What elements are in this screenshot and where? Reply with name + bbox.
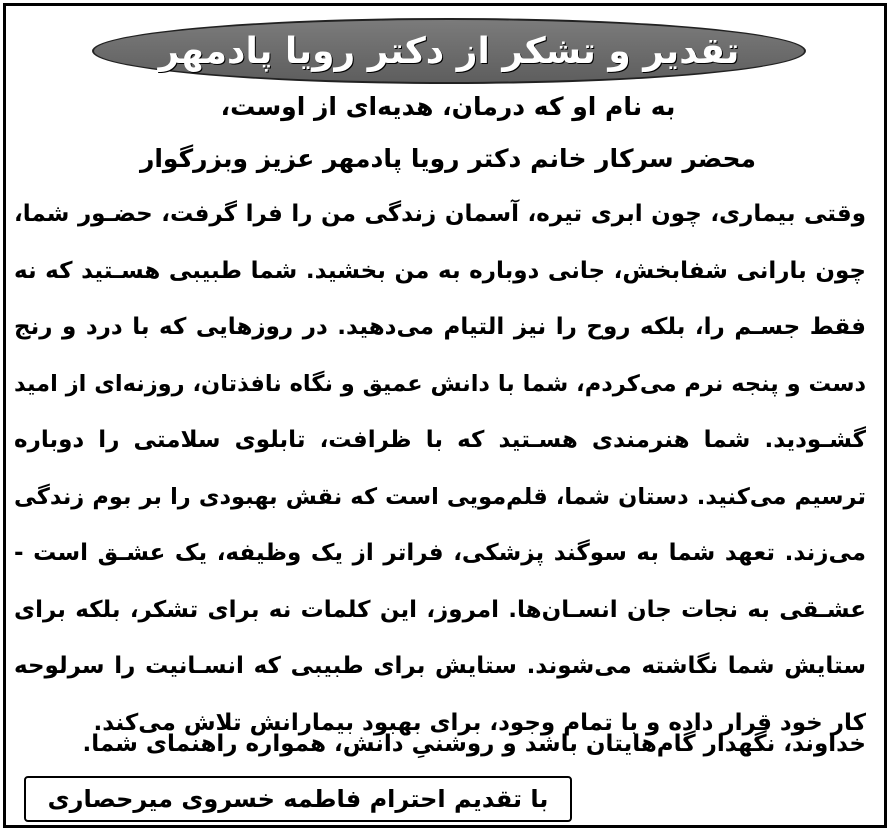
body-line: کار خود قرار داده و با تمام وجود، برای بهبود بیمارانش تلاش می‌کند. [93,709,866,736]
signature-text: با تقدیم احترام فاطمه خسروی میرحصاری [47,785,549,813]
page-title: تقدیر و تشکر از دکتر رویا پادمهر [158,30,740,72]
body-line: گشـودید. شما هنرمندی هسـتید که با ظرافت، تابلوی سلامتی را دوباره [14,427,866,453]
body-line: عشـقی به نجات جان انسـان‌ها. امروز، این کلمات نه برای تشکر، بلکه برای [14,596,866,623]
body-line: می‌زند. تعهد شما به سوگند پزشکی، فراتر از یک وظیفه، یک عشـق است - [14,540,866,566]
body-line: فقط جسـم را، بلکه روح را نیز التیام می‌دهید. در روزهایی که با درد و رنج [14,314,866,340]
body-line: وقتی بیماری، چون ابری تیره، آسمان زندگی من را فرا گرفت، حضـور شما، [14,201,866,227]
body-line: ترسیم می‌کنید. دستان شما، قلم‌مویی است که نقش بهبودی را بر بوم زندگی [14,483,866,510]
notice-frame [3,3,887,828]
body-line: چون بارانی شفابخش، جانی دوباره به من بخشید. شما طبیبی هسـتید که نه [14,257,866,284]
intro-invocation: به نام او که درمان، هدیه‌ای از اوست، [220,92,676,121]
body-paragraph [14,186,866,751]
closing-prayer: خداوند، نگهدار گام‌هایتان باشد و روشنیِ دانش، همواره راهنمای شما. [82,731,866,757]
body-line: ستایش شما نگاشته می‌شوند. ستایش برای طبیبی که انسـانیت را سرلوحه [14,653,866,679]
intro-addressee: محضر سرکار خانم دکتر رویا پادمهر عزیز وبزرگوار [139,144,757,173]
signature-box [24,776,572,822]
title-banner [92,18,806,84]
body-line: دست و پنجه نرم می‌کردم، شما با دانش عمیق و نگاه نافذتان، روزنه‌ای از امید [14,370,866,397]
